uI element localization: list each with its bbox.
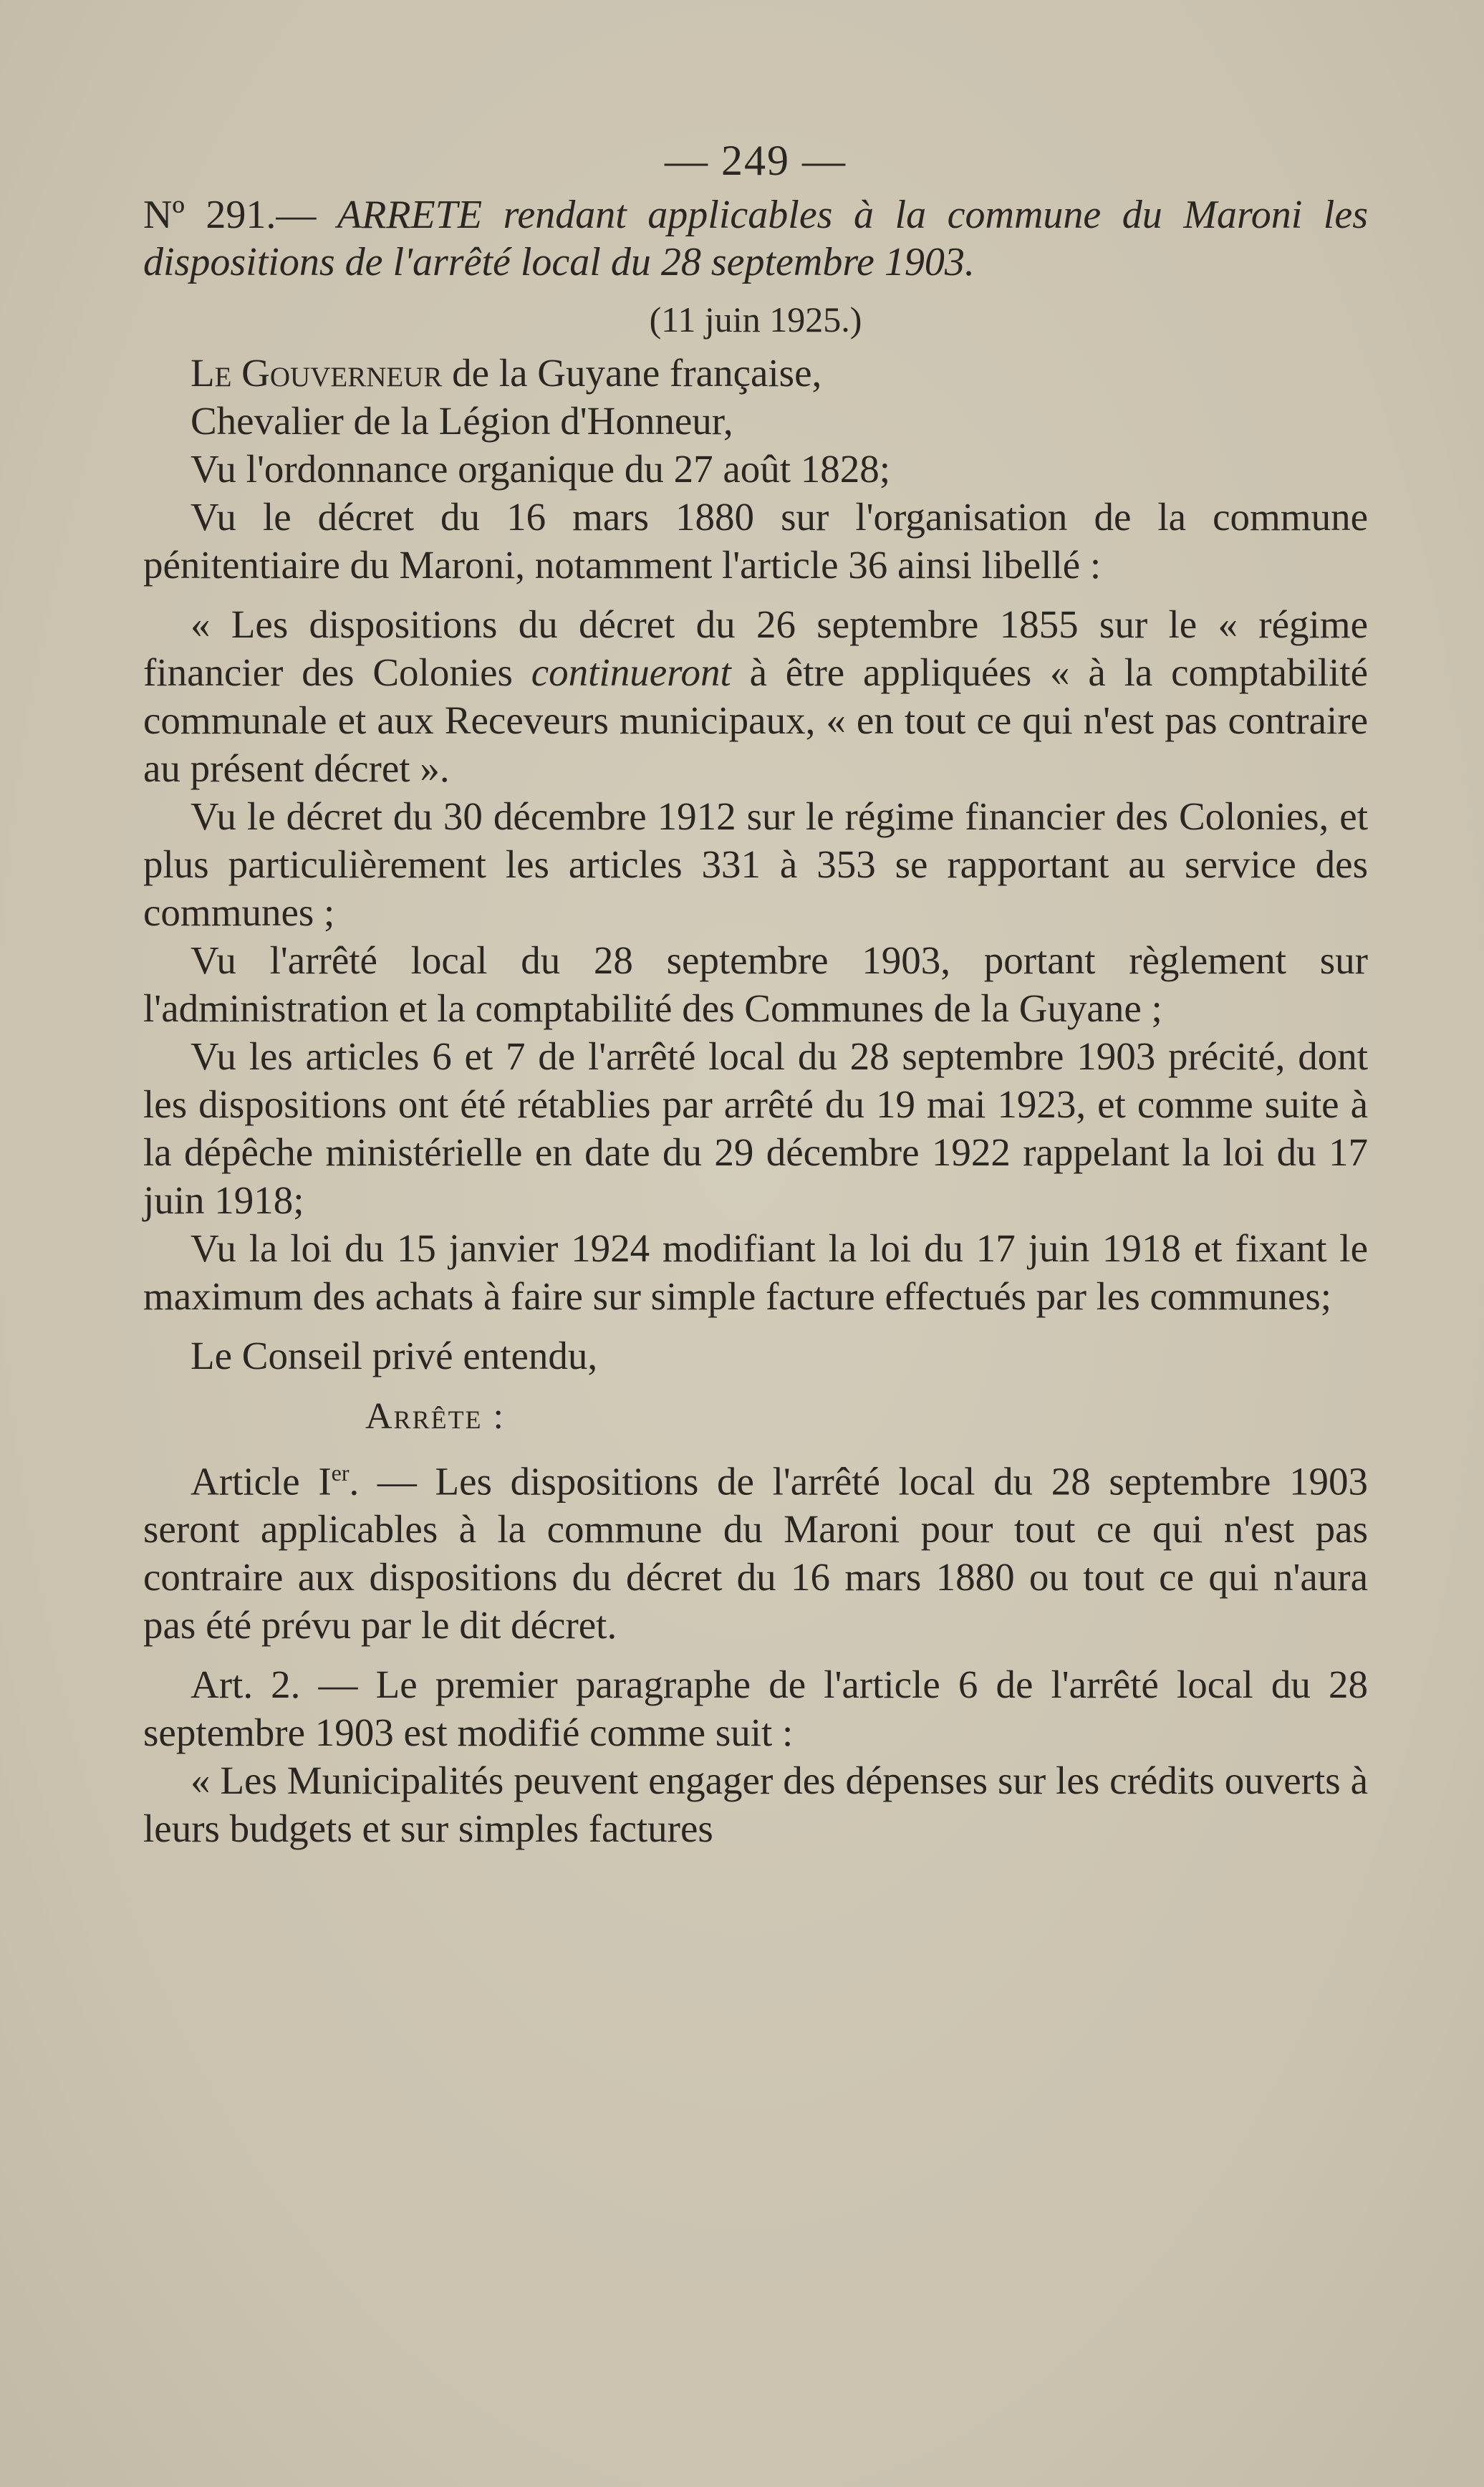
gouverneur-rest: de la Guyane française, xyxy=(442,351,822,395)
decree-date: (11 juin 1925.) xyxy=(649,299,862,340)
decree-title: ARRETE rendant applicables à la commune du Maroni les dispositions de l'arrêté local du 28 septembre 1903. xyxy=(143,193,1369,284)
vu-loi-1924: Vu la loi du 15 janvier 1924 modifiant la loi du 17 juin 1918 et fixant le maximum des achats à faire sur simple facture effectués par les communes; xyxy=(143,1226,1368,1318)
article-2-quote: « Les Municipalités peuvent engager des dépenses sur les crédits ouverts à leurs budgets et sur simples factures xyxy=(143,1759,1368,1851)
article-1-text: . — Les dispositions de l'arrêté local du 28 septembre 1903 seront applicables à la commune du Maroni pour tout ce qui n'est pas contraire aux dispositions du décret du 16 mars 1880 ou tout ce qui n'aura pas été prévu par le dit décret. xyxy=(143,1459,1368,1647)
article-2: Art. 2. — Le premier paragraphe de l'article 6 de l'arrêté local du 28 septembre 1903 est modifié comme suit : xyxy=(143,1663,1368,1755)
chevalier-line: Chevalier de la Légion d'Honneur, xyxy=(191,399,733,443)
quote-part-b: à être appliquées « à la comptabilité communale et aux Receveurs municipaux, « en tout ce qui n'est pas contraire au présent décret ». xyxy=(143,650,1368,790)
article-1 xyxy=(143,1449,1368,1649)
page-number: — 249 — xyxy=(665,137,847,184)
vu-ordonnance: Vu l'ordonnance organique du 27 août 1828; xyxy=(191,447,891,491)
quoted-article-36 xyxy=(143,600,1368,792)
quote-part-a: « Les dispositions du décret du 26 septembre 1855 sur le « régime financier des Colonies xyxy=(143,602,1368,694)
decree-heading xyxy=(143,191,1368,286)
conseil-line: Le Conseil privé entendu, xyxy=(191,1334,598,1377)
vu-decret-1912: Vu le décret du 30 décembre 1912 sur le régime financier des Colonies, et plus particulièrement les articles 331 à 353 se rapportant au service des communes ; xyxy=(143,794,1368,934)
vu-articles-6-7: Vu les articles 6 et 7 de l'arrêté local du 28 septembre 1903 précité, dont les dispositions ont été rétablies par arrêté du 19 mai 1923, et comme suite à la dépêche ministérielle en date du 29 décembre 1922 rappelant la loi du 17 juin 1918; xyxy=(143,1034,1368,1222)
gouverneur-title: Le Gouverneur xyxy=(191,351,443,395)
article-1-label: Article I xyxy=(191,1459,332,1504)
decree-number: Nº 291.— xyxy=(143,193,317,237)
arrete-heading: Arrête : xyxy=(365,1396,505,1437)
vu-arrete-1903: Vu l'arrêté local du 28 septembre 1903, portant règlement sur l'administration et la comptabilité des Communes de la Guyane ; xyxy=(143,938,1368,1030)
gouverneur-line xyxy=(143,349,1368,397)
article-1-sup: er xyxy=(331,1460,350,1486)
vu-decret-1880: Vu le décret du 16 mars 1880 sur l'organisation de la commune pénitentiaire du Maroni, notamment l'article 36 ainsi libellé : xyxy=(143,495,1368,587)
page-content xyxy=(143,136,1368,1852)
quote-italic: continueront xyxy=(531,650,731,694)
